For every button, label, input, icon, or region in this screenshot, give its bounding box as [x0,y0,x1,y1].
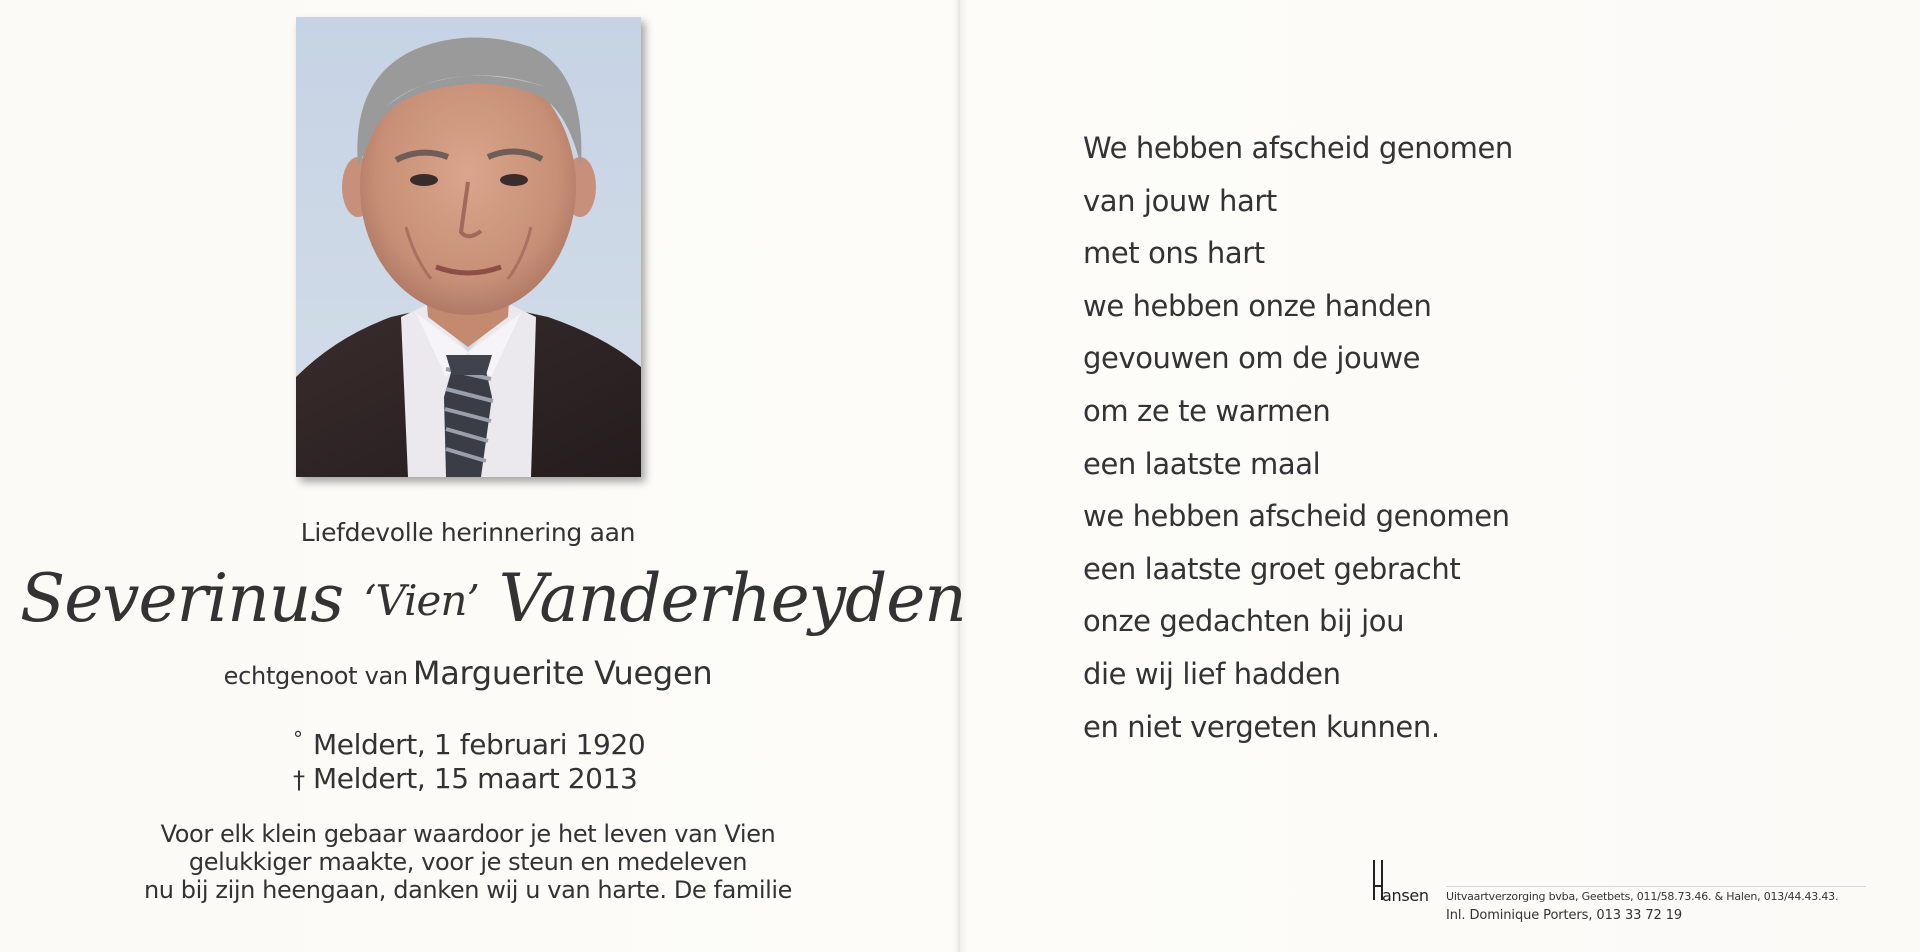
imprint-address: Uitvaartverzorging bvba, Geetbets, 011/58.73.46. & Halen, 013/44.43.43. [1446,890,1839,903]
death-line [293,762,653,797]
funeral-home-imprint [1372,858,1892,928]
spouse-name: Marguerite Vuegen [412,654,713,692]
poem-line: we hebben afscheid genomen [1083,499,1510,534]
poem-line: die wij lief hadden [1083,656,1341,691]
intro-text: Liefdevolle herinnering aan [300,518,636,547]
portrait-photo [296,17,641,477]
poem-line: met ons hart [1083,236,1265,271]
poem-line: gevouwen om de jouwe [1083,341,1421,376]
imprint-rule [1446,886,1866,887]
poem [1083,122,1683,753]
poem-line: om ze te warmen [1083,393,1331,428]
death-date: Meldert, 15 maart 2013 [313,762,638,795]
poem-line: een laatste maal [1083,446,1321,481]
first-name: Severinus [20,560,344,637]
birth-date: Meldert, 1 februari 1920 [313,728,646,761]
last-name: Vanderheyden [498,560,966,637]
imprint-contact: Inl. Dominique Porters, 013 33 72 19 [1446,908,1683,923]
thanks-line: Voor elk klein gebaar waardoor je het leven van Vien [160,820,776,848]
portrait-icon [296,17,641,477]
birth-line [293,722,653,762]
spouse-line [150,654,786,692]
card-fold [958,0,960,952]
spouse-prefix: echtgenoot van [223,662,408,690]
birth-symbol-icon: ° [293,727,303,751]
nickname: ‘Vien’ [363,576,479,625]
poem-line: onze gedachten bij jou [1083,604,1405,639]
hansen-logo [1372,858,1442,906]
poem-line: van jouw hart [1083,183,1277,218]
thanks-text [120,820,816,904]
logo-wordmark: ansen [1382,886,1429,905]
poem-line: en niet vergeten kunnen. [1083,709,1440,744]
poem-line: we hebben onze handen [1083,288,1432,323]
poem-line: een laatste groet gebracht [1083,551,1461,586]
poem-line: We hebben afscheid genomen [1083,131,1513,165]
life-dates [293,722,653,797]
thanks-line: nu bij zijn heengaan, danken wij u van harte. De familie [143,876,793,904]
deceased-name [20,560,966,637]
thanks-line: gelukkiger maakte, voor je steun en medeleven [188,848,748,876]
cross-icon: † [293,766,305,794]
